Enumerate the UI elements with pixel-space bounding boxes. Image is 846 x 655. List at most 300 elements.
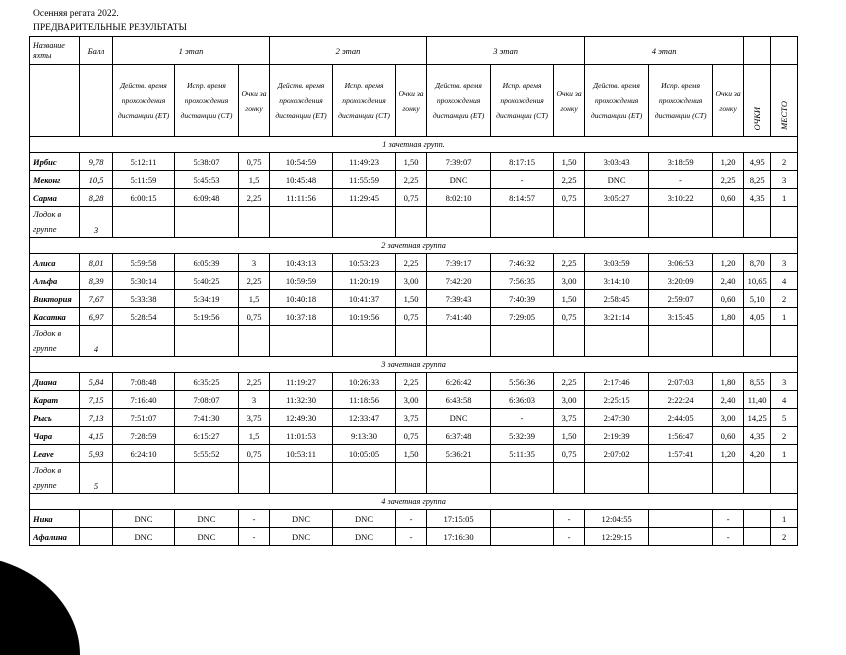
et-time: 3:03:43 — [585, 153, 649, 171]
et-time: DNC — [270, 510, 333, 528]
race-points: - — [554, 510, 585, 528]
et-time: 7:41:40 — [427, 308, 491, 326]
et-time: 7:08:48 — [113, 373, 175, 391]
yacht-name: Рысь — [30, 409, 80, 427]
ct-time: 5:38:07 — [175, 153, 239, 171]
group-header-row — [30, 494, 798, 510]
ct-time: 7:56:35 — [491, 272, 554, 290]
group-header-row — [30, 357, 798, 373]
header-ball: Балл — [80, 37, 113, 65]
empty-cell — [744, 207, 771, 238]
empty-cell — [175, 207, 239, 238]
et-time: DNC — [427, 171, 491, 189]
boat-count-row — [30, 326, 798, 357]
race-points: 0,75 — [554, 189, 585, 207]
empty-cell — [427, 207, 491, 238]
et-time: 6:43:58 — [427, 391, 491, 409]
ct-time: 5:19:56 — [175, 308, 239, 326]
race-points: 1,20 — [713, 445, 744, 463]
et-time: 5:36:21 — [427, 445, 491, 463]
empty-cell — [333, 463, 396, 494]
empty-cell — [396, 463, 427, 494]
race-points: 3 — [239, 391, 270, 409]
table-row — [30, 409, 798, 427]
et-time: 3:03:59 — [585, 254, 649, 272]
total-points: 5,10 — [744, 290, 771, 308]
header-points: Очки за гонку — [239, 65, 270, 137]
place: 2 — [771, 528, 798, 546]
yacht-rating — [80, 510, 113, 528]
race-points: - — [713, 528, 744, 546]
ct-time: 10:26:33 — [333, 373, 396, 391]
ct-time: 3:20:09 — [649, 272, 713, 290]
ct-time: DNC — [333, 510, 396, 528]
et-time: 2:17:46 — [585, 373, 649, 391]
boat-count-row — [30, 207, 798, 238]
yacht-name: Альфа — [30, 272, 80, 290]
ct-time: 5:45:53 — [175, 171, 239, 189]
table-row — [30, 254, 798, 272]
table-row — [30, 171, 798, 189]
race-points: 0,60 — [713, 427, 744, 445]
results-body — [30, 137, 798, 546]
race-points: 1,50 — [554, 153, 585, 171]
empty-cell — [554, 463, 585, 494]
et-time: 3:21:14 — [585, 308, 649, 326]
et-time: 10:43:13 — [270, 254, 333, 272]
group-header-row — [30, 137, 798, 153]
et-time: 12:29:15 — [585, 528, 649, 546]
total-points: 4,95 — [744, 153, 771, 171]
header-points: Очки за гонку — [396, 65, 427, 137]
et-time: 3:05:27 — [585, 189, 649, 207]
subheader-blank-2 — [80, 65, 113, 137]
header-ct: Испр. время прохождения дистанции (CT) — [649, 65, 713, 137]
et-time: 17:15:05 — [427, 510, 491, 528]
et-time: 10:45:48 — [270, 171, 333, 189]
race-points: 0,75 — [396, 427, 427, 445]
total-points: 8,25 — [744, 171, 771, 189]
et-time: 7:39:07 — [427, 153, 491, 171]
race-points: 2,25 — [554, 373, 585, 391]
document-subtitle: ПРЕДВАРИТЕЛЬНЫЕ РЕЗУЛЬТАТЫ — [33, 23, 187, 33]
total-points: 11,40 — [744, 391, 771, 409]
empty-cell — [713, 207, 744, 238]
place: 3 — [771, 254, 798, 272]
ct-time: 10:05:05 — [333, 445, 396, 463]
et-time: 7:42:20 — [427, 272, 491, 290]
ct-time: 5:56:36 — [491, 373, 554, 391]
empty-cell — [270, 326, 333, 357]
et-time: 10:37:18 — [270, 308, 333, 326]
et-time: DNC — [113, 510, 175, 528]
ct-time — [649, 528, 713, 546]
ct-time: 7:29:05 — [491, 308, 554, 326]
empty-cell — [175, 326, 239, 357]
empty-cell — [239, 463, 270, 494]
ct-time: 6:35:25 — [175, 373, 239, 391]
ct-time: 11:55:59 — [333, 171, 396, 189]
ct-time: 11:29:45 — [333, 189, 396, 207]
total-points: 8,70 — [744, 254, 771, 272]
et-time: 3:14:10 — [585, 272, 649, 290]
yacht-name: Чара — [30, 427, 80, 445]
race-points: 1,80 — [713, 308, 744, 326]
ct-time: 1:57:41 — [649, 445, 713, 463]
empty-cell — [270, 207, 333, 238]
place: 3 — [771, 373, 798, 391]
race-points: 1,20 — [713, 153, 744, 171]
table-row — [30, 427, 798, 445]
ct-time: 9:13:30 — [333, 427, 396, 445]
race-points: 1,5 — [239, 427, 270, 445]
empty-cell — [649, 463, 713, 494]
race-points: 2,25 — [239, 189, 270, 207]
ct-time: 2:22:24 — [649, 391, 713, 409]
race-points: 3,00 — [554, 272, 585, 290]
ct-time: 3:15:45 — [649, 308, 713, 326]
et-time: 5:59:58 — [113, 254, 175, 272]
boat-count-label: Лодок в группе — [30, 326, 80, 357]
table-row — [30, 391, 798, 409]
yacht-name: Карат — [30, 391, 80, 409]
empty-cell — [585, 207, 649, 238]
ct-time: 8:14:57 — [491, 189, 554, 207]
total-points: 4,05 — [744, 308, 771, 326]
et-time: 5:11:59 — [113, 171, 175, 189]
place: 1 — [771, 445, 798, 463]
ct-time: 6:36:03 — [491, 391, 554, 409]
header-points: Очки за гонку — [554, 65, 585, 137]
ct-time: 3:10:22 — [649, 189, 713, 207]
empty-cell — [744, 463, 771, 494]
ct-time: 11:18:56 — [333, 391, 396, 409]
group-header-row — [30, 238, 798, 254]
table-row — [30, 308, 798, 326]
race-points: 3 — [239, 254, 270, 272]
header-stage-3: 3 этап — [427, 37, 585, 65]
race-points: 0,75 — [239, 153, 270, 171]
group-name: 1 зачетная групп. — [30, 137, 798, 153]
race-points: 1,20 — [713, 254, 744, 272]
empty-cell — [113, 326, 175, 357]
ct-time: 10:53:23 — [333, 254, 396, 272]
empty-cell — [491, 326, 554, 357]
place: 1 — [771, 189, 798, 207]
empty-cell — [396, 207, 427, 238]
race-points: 1,5 — [239, 290, 270, 308]
et-time: 10:54:59 — [270, 153, 333, 171]
race-points: 3,75 — [396, 409, 427, 427]
yacht-rating — [80, 528, 113, 546]
et-time: 10:53:11 — [270, 445, 333, 463]
page-corner-shadow — [0, 555, 80, 655]
et-time: 11:11:56 — [270, 189, 333, 207]
race-points: 1,80 — [713, 373, 744, 391]
empty-cell — [333, 207, 396, 238]
race-points: 2,25 — [554, 171, 585, 189]
table-row — [30, 153, 798, 171]
et-time: 10:59:59 — [270, 272, 333, 290]
total-points: 4,35 — [744, 427, 771, 445]
race-points: 1,50 — [396, 153, 427, 171]
ct-time: 5:55:52 — [175, 445, 239, 463]
race-points: 1,50 — [554, 290, 585, 308]
yacht-rating: 7,13 — [80, 409, 113, 427]
group-name: 4 зачетная группа — [30, 494, 798, 510]
et-time: DNC — [270, 528, 333, 546]
place: 1 — [771, 308, 798, 326]
document-title: Осенняя регата 2022. — [33, 9, 119, 19]
empty-cell — [491, 463, 554, 494]
yacht-name: Leave — [30, 445, 80, 463]
race-points: - — [239, 528, 270, 546]
race-points: 2,25 — [713, 171, 744, 189]
header-et: Действ. время прохождения дистанции (ET) — [113, 65, 175, 137]
race-points: 3,00 — [713, 409, 744, 427]
ct-time: 7:40:39 — [491, 290, 554, 308]
race-points: 1,50 — [396, 290, 427, 308]
empty-cell — [333, 326, 396, 357]
group-name: 3 зачетная группа — [30, 357, 798, 373]
yacht-name: Алиса — [30, 254, 80, 272]
race-points: 0,60 — [713, 290, 744, 308]
yacht-name: Ирбис — [30, 153, 80, 171]
ct-time: 11:49:23 — [333, 153, 396, 171]
yacht-name: Ника — [30, 510, 80, 528]
et-time: 2:19:39 — [585, 427, 649, 445]
ct-time: DNC — [175, 528, 239, 546]
race-points: 3,75 — [239, 409, 270, 427]
et-time: 7:16:40 — [113, 391, 175, 409]
yacht-name: Виктория — [30, 290, 80, 308]
et-time: 2:58:45 — [585, 290, 649, 308]
boat-count-value: 4 — [80, 326, 113, 357]
race-points: 3,75 — [554, 409, 585, 427]
et-time: 5:12:11 — [113, 153, 175, 171]
ct-time: 8:17:15 — [491, 153, 554, 171]
empty-cell — [175, 463, 239, 494]
et-time: 2:25:15 — [585, 391, 649, 409]
yacht-rating: 6,97 — [80, 308, 113, 326]
ct-time: 2:59:07 — [649, 290, 713, 308]
et-time: 6:37:48 — [427, 427, 491, 445]
race-points: 0,75 — [554, 308, 585, 326]
header-place: МЕСТО — [779, 101, 790, 130]
et-time: DNC — [585, 171, 649, 189]
boat-count-label: Лодок в группе — [30, 463, 80, 494]
boat-count-value: 3 — [80, 207, 113, 238]
empty-cell — [713, 326, 744, 357]
race-points: 2,25 — [396, 373, 427, 391]
place: 4 — [771, 391, 798, 409]
race-points: 2,40 — [713, 272, 744, 290]
ct-time: 11:20:19 — [333, 272, 396, 290]
empty-cell — [554, 326, 585, 357]
results-table — [29, 36, 798, 546]
ct-time: 5:34:19 — [175, 290, 239, 308]
et-time: DNC — [427, 409, 491, 427]
race-points: - — [239, 510, 270, 528]
table-row — [30, 445, 798, 463]
group-name: 2 зачетная группа — [30, 238, 798, 254]
header-ct: Испр. время прохождения дистанции (CT) — [491, 65, 554, 137]
ct-time: 3:06:53 — [649, 254, 713, 272]
et-time: 11:01:53 — [270, 427, 333, 445]
race-points: 0,75 — [396, 189, 427, 207]
race-points: 2,25 — [396, 171, 427, 189]
empty-cell — [427, 326, 491, 357]
ct-time: - — [491, 171, 554, 189]
et-time: 10:40:18 — [270, 290, 333, 308]
table-row — [30, 290, 798, 308]
total-points — [744, 510, 771, 528]
header-stage-2: 2 этап — [270, 37, 427, 65]
empty-cell — [554, 207, 585, 238]
et-time: 12:04:55 — [585, 510, 649, 528]
yacht-name: Касатка — [30, 308, 80, 326]
table-row — [30, 528, 798, 546]
header-stage-4: 4 этап — [585, 37, 744, 65]
race-points: 2,25 — [396, 254, 427, 272]
empty-cell — [239, 207, 270, 238]
header-et: Действ. время прохождения дистанции (ET) — [427, 65, 491, 137]
race-points: 0,60 — [713, 189, 744, 207]
yacht-name: Афалина — [30, 528, 80, 546]
header-et: Действ. время прохождения дистанции (ET) — [270, 65, 333, 137]
header-total-cell — [744, 65, 771, 137]
empty-cell — [744, 326, 771, 357]
ct-time: DNC — [175, 510, 239, 528]
header-points: Очки за гонку — [713, 65, 744, 137]
yacht-rating: 8,28 — [80, 189, 113, 207]
et-time: 11:32:30 — [270, 391, 333, 409]
place: 1 — [771, 510, 798, 528]
et-time: 2:07:02 — [585, 445, 649, 463]
empty-cell — [649, 207, 713, 238]
empty-cell — [585, 463, 649, 494]
yacht-rating: 7,15 — [80, 391, 113, 409]
et-time: 12:49:30 — [270, 409, 333, 427]
total-points: 4,20 — [744, 445, 771, 463]
et-time: 5:30:14 — [113, 272, 175, 290]
race-points: 1,5 — [239, 171, 270, 189]
ct-time: 10:41:37 — [333, 290, 396, 308]
yacht-name: Диана — [30, 373, 80, 391]
yacht-rating: 8,39 — [80, 272, 113, 290]
yacht-rating: 8,01 — [80, 254, 113, 272]
empty-cell — [427, 463, 491, 494]
total-points: 4,35 — [744, 189, 771, 207]
et-time: 6:00:15 — [113, 189, 175, 207]
table-row — [30, 272, 798, 290]
et-time: 7:28:59 — [113, 427, 175, 445]
race-points: 3,00 — [554, 391, 585, 409]
ct-time: 6:15:27 — [175, 427, 239, 445]
ct-time: DNC — [333, 528, 396, 546]
et-time: 7:39:17 — [427, 254, 491, 272]
race-points: 0,75 — [396, 308, 427, 326]
header-ct: Испр. время прохождения дистанции (CT) — [175, 65, 239, 137]
empty-cell — [491, 207, 554, 238]
empty-cell — [771, 207, 798, 238]
header-stage-1: 1 этап — [113, 37, 270, 65]
header-et: Действ. время прохождения дистанции (ET) — [585, 65, 649, 137]
race-points: 0,75 — [554, 445, 585, 463]
et-time: 2:47:30 — [585, 409, 649, 427]
et-time: DNC — [113, 528, 175, 546]
total-points: 14,25 — [744, 409, 771, 427]
et-time: 7:39:43 — [427, 290, 491, 308]
ct-time: 7:08:07 — [175, 391, 239, 409]
yacht-name: Сарма — [30, 189, 80, 207]
et-time: 11:19:27 — [270, 373, 333, 391]
yacht-rating: 10,5 — [80, 171, 113, 189]
race-points: - — [396, 510, 427, 528]
ct-time: - — [491, 409, 554, 427]
empty-cell — [649, 326, 713, 357]
ct-time: 10:19:56 — [333, 308, 396, 326]
race-points: - — [713, 510, 744, 528]
header-place-cell — [771, 65, 798, 137]
place: 2 — [771, 427, 798, 445]
place: 2 — [771, 290, 798, 308]
empty-cell — [585, 326, 649, 357]
yacht-rating: 5,93 — [80, 445, 113, 463]
ct-time: 5:11:35 — [491, 445, 554, 463]
boat-count-value: 5 — [80, 463, 113, 494]
race-points: 1,50 — [554, 427, 585, 445]
race-points: 2,25 — [239, 373, 270, 391]
empty-cell — [270, 463, 333, 494]
table-row — [30, 373, 798, 391]
yacht-rating: 9,78 — [80, 153, 113, 171]
boat-count-row — [30, 463, 798, 494]
table-row — [30, 189, 798, 207]
total-points — [744, 528, 771, 546]
boat-count-label: Лодок в группе — [30, 207, 80, 238]
race-points: 0,75 — [239, 308, 270, 326]
et-time: 5:33:38 — [113, 290, 175, 308]
empty-cell — [113, 463, 175, 494]
et-time: 6:24:10 — [113, 445, 175, 463]
empty-cell — [396, 326, 427, 357]
header-blank-1 — [744, 37, 771, 65]
ct-time — [649, 510, 713, 528]
ct-time: 2:07:03 — [649, 373, 713, 391]
et-time: 8:02:10 — [427, 189, 491, 207]
et-time: 17:16:30 — [427, 528, 491, 546]
empty-cell — [771, 463, 798, 494]
race-points: 1,50 — [396, 445, 427, 463]
empty-cell — [239, 326, 270, 357]
empty-cell — [113, 207, 175, 238]
race-points: 3,00 — [396, 391, 427, 409]
ct-time: 7:46:32 — [491, 254, 554, 272]
ct-time: - — [649, 171, 713, 189]
subheader-blank-1 — [30, 65, 80, 137]
race-points: 2,40 — [713, 391, 744, 409]
header-yacht: Название яхты — [30, 37, 80, 65]
et-time: 5:28:54 — [113, 308, 175, 326]
race-points: 2,25 — [554, 254, 585, 272]
header-total: ОЧКИ — [752, 106, 763, 130]
table-row — [30, 510, 798, 528]
yacht-rating: 5,84 — [80, 373, 113, 391]
ct-time: 7:41:30 — [175, 409, 239, 427]
ct-time: 6:05:39 — [175, 254, 239, 272]
total-points: 10,65 — [744, 272, 771, 290]
